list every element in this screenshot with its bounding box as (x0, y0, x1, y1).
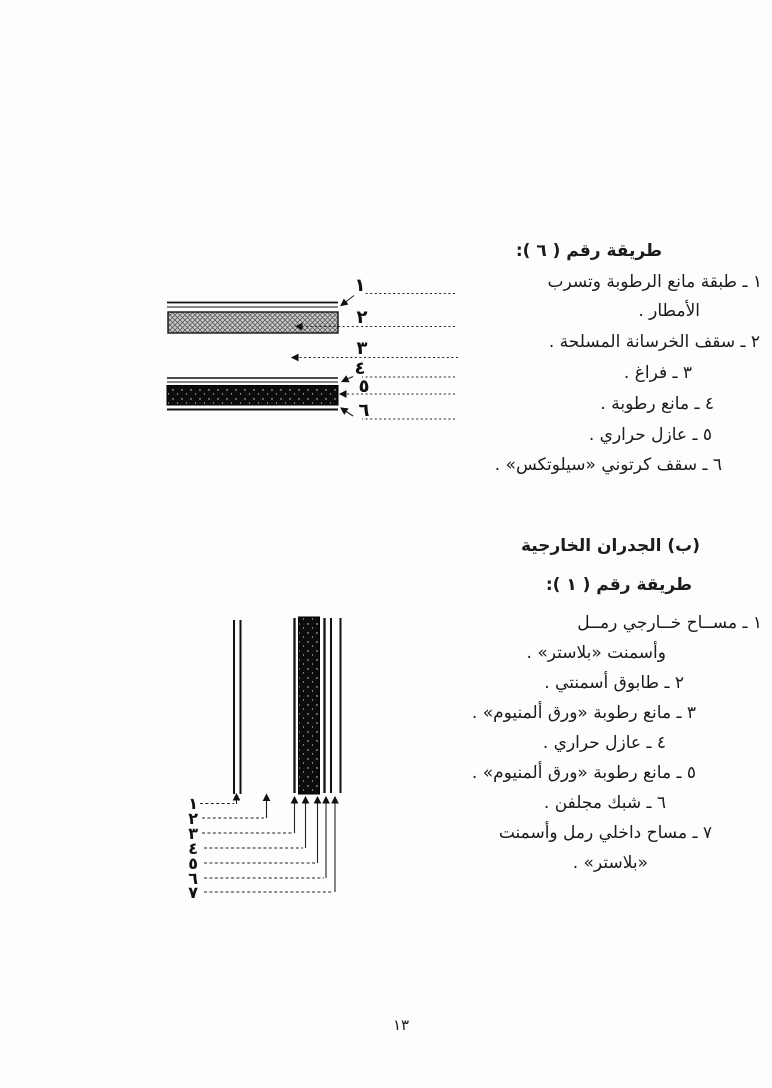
roof-item-1-line-1: ١ ـ طبقة مانع الرطوبة وتسرب (547, 272, 762, 292)
wall-item-6: ٦ ـ شبك مجلفن . (543, 793, 666, 813)
wall-diagram-label-4: ٤ (188, 839, 198, 858)
roof-item-3: ٣ ـ فراغ . (623, 363, 692, 383)
page-number: ١٣ (393, 1016, 410, 1034)
roof-layer-5-insulation (167, 386, 338, 406)
wall-item-5: ٥ ـ مانع رطوبة «ورق ألمنيوم» . (471, 763, 696, 783)
wall-diagram-label-5: ٥ (188, 854, 198, 873)
roof-diagram-label-4: ٤ (354, 358, 366, 379)
roof-item-1-line-2: الأمطار . (638, 301, 700, 321)
wall-item-1-line-2: وأسمنت «بلاستر» . (526, 643, 666, 663)
roof-diagram-label-2: ٢ (356, 307, 368, 328)
walls-method-title: طريقة رقم ( ١ ): (545, 575, 692, 595)
roof-layer-2-concrete-slab (168, 312, 338, 333)
wall-layer-4-insulation (299, 617, 320, 794)
wall-item-3: ٣ ـ مانع رطوبة «ورق ألمنيوم» . (471, 703, 696, 723)
roof-item-2: ٢ ـ سقف الخرسانة المسلحة . (548, 332, 760, 352)
wall-item-2: ٢ ـ طابوق أسمنتي . (544, 673, 684, 693)
roof-leader-6-arrow (341, 408, 353, 416)
roof-diagram-label-1: ١ (354, 275, 366, 296)
roof-diagram-label-5: ٥ (358, 376, 370, 397)
wall-diagram-label-7: ٧ (188, 883, 198, 902)
wall-item-4: ٤ ـ عازل حراري . (542, 733, 666, 753)
wall-diagram-label-2: ٢ (188, 809, 198, 828)
wall-item-1-line-1: ١ ـ مســاح خــارجي رمــل (577, 613, 762, 633)
walls-section-heading: (ب) الجدران الخارجية (521, 536, 700, 556)
roof-item-4: ٤ ـ مانع رطوبة . (600, 394, 714, 414)
roof-leader-4-arrow (342, 377, 353, 382)
wall-diagram-label-6: ٦ (188, 869, 198, 888)
roof-diagram-label-6: ٦ (358, 400, 370, 421)
wall-layers-diagram (188, 617, 340, 902)
roof-leader-1-arrow (341, 296, 354, 306)
roof-item-6: ٦ ـ سقف كرتوني «سيلوتكس» . (494, 455, 722, 475)
wall-diagram-label-3: ٣ (188, 824, 198, 843)
roof-layers-diagram (167, 275, 458, 421)
wall-item-7-line-2: «بلاستر» . (572, 853, 648, 873)
roof-item-5: ٥ ـ عازل حراري . (588, 425, 712, 445)
wall-diagram-label-1: ١ (188, 794, 198, 813)
roof-method-title: طريقة رقم ( ٦ ): (515, 241, 662, 261)
wall-item-7-line-1: ٧ ـ مساح داخلي رمل وأسمنت (498, 823, 712, 843)
roof-diagram-label-3: ٣ (356, 338, 368, 359)
